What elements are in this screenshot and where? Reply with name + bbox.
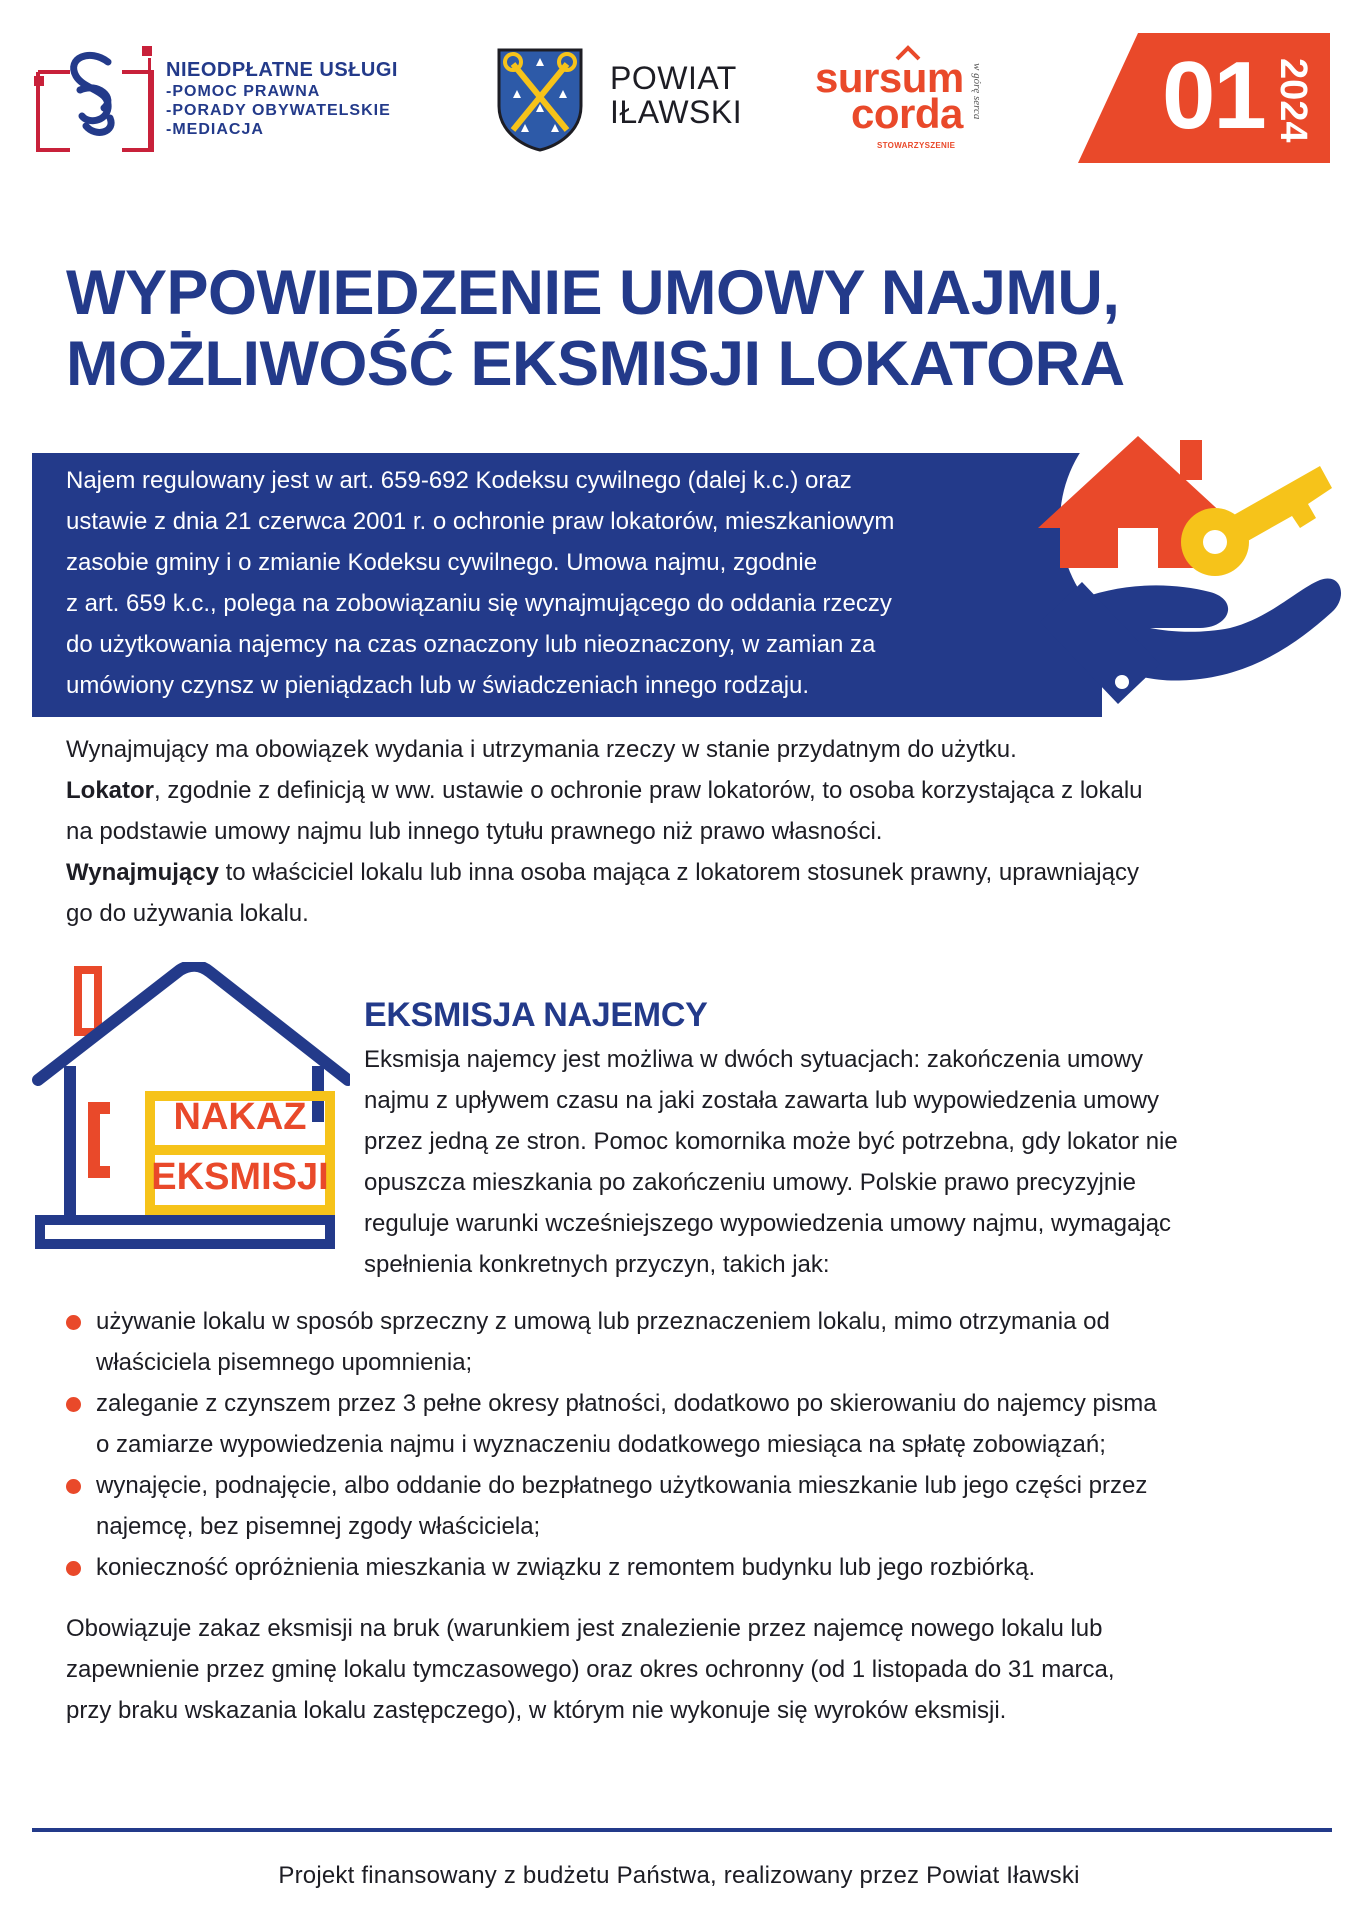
list-item-line: o zamiarze wypowiedzenia najmu i wyznaczeniu dodatkowego miesiąca na spłatę zobowiązań; <box>96 1431 1106 1458</box>
brand-line: NIEODPŁATNE USŁUGI <box>166 59 398 81</box>
intro-line: do użytkowania najemcy na czas oznaczony lub nieoznaczony, w zamian za <box>66 631 876 658</box>
definition-line: go do używania lokalu. <box>66 900 309 927</box>
intro-line: Najem regulowany jest w art. 659-692 Kodeksu cywilnego (dalej k.c.) oraz <box>66 467 852 494</box>
legal-aid-logo-icon <box>30 42 160 152</box>
sursum-word: sursum <box>815 54 964 101</box>
bullet-dot-icon <box>66 1397 81 1412</box>
bullet-dot-icon <box>66 1315 81 1330</box>
footer-note: Projekt finansowany z budżetu Państwa, realizowany przez Powiat Iławski <box>278 1862 1080 1889</box>
definition-text: , zgodnie z definicją w ww. ustawie o ochronie praw lokatorów, to osoba korzystająca z lokalu <box>154 777 1143 804</box>
intro-text <box>66 460 1041 706</box>
section-title: EKSMISJA NAJEMCY <box>364 996 708 1034</box>
list-item-line: wynajęcie, podnajęcie, albo oddanie do bezpłatnego użytkowania mieszkanie lub jego części przez <box>96 1472 1148 1499</box>
definition-line: na podstawie umowy najmu lub innego tytułu prawnego niż prawo własności. <box>66 818 883 845</box>
closing-line: Obowiązuje zakaz eksmisji na bruk (warunkiem jest znalezienie przez najemcę nowego lokalu lub <box>66 1615 1103 1642</box>
list-item-line: konieczność opróżnienia mieszkania w związku z remontem budynku lub jego rozbiórką. <box>96 1554 1036 1581</box>
sursum-corda-logo <box>815 55 985 155</box>
brand-line: -POMOC PRAWNA <box>166 83 321 100</box>
house-key-hand-icon <box>1020 432 1350 732</box>
eviction-label-line2: EKSMISJI <box>151 1156 329 1198</box>
bullet-dot-icon <box>66 1479 81 1494</box>
page-title <box>66 258 1125 399</box>
title-line: MOŻLIWOŚĆ EKSMISJI LOKATORA <box>66 328 1125 399</box>
section-line: opuszcza mieszkania po zakończeniu umowy. Polskie prawo precyzyjnie <box>364 1169 1136 1196</box>
section-text <box>364 1039 1304 1285</box>
list-item-line: właściciela pisemnego upomnienia; <box>96 1349 473 1376</box>
definition-text: to właściciel lokalu lub inna osoba mająca z lokatorem stosunek prawny, uprawniający <box>218 859 1139 886</box>
footer-divider <box>32 1828 1332 1832</box>
section-line: Eksmisja najemcy jest możliwa w dwóch sytuacjach: zakończenia umowy <box>364 1046 1143 1073</box>
definition-lokator <box>66 770 1306 811</box>
term-wynajmujacy: Wynajmujący <box>66 859 219 886</box>
bullet-dot-icon <box>66 1561 81 1576</box>
section-line: reguluje warunki wcześniejszego wypowiedzenia umowy najmu, wymagając <box>364 1210 1172 1237</box>
powiat-name <box>610 62 742 129</box>
brand-text <box>166 58 398 140</box>
sursum-subtitle: STOWARZYSZENIE <box>877 141 956 150</box>
coat-of-arms-icon <box>495 46 585 152</box>
definitions <box>66 729 1306 934</box>
definition-wynajmujacy <box>66 852 1306 893</box>
list-item-line: najemcę, bez pisemnej zgody właściciela; <box>96 1513 541 1540</box>
reasons-list <box>66 1301 1316 1588</box>
powiat-line: POWIAT <box>610 60 737 96</box>
intro-line: zasobie gminy i o zmianie Kodeksu cywilnego. Umowa najmu, zgodnie <box>66 549 818 576</box>
term-lokator: Lokator <box>66 777 155 804</box>
list-item <box>66 1465 1316 1547</box>
issue-year: 2024 <box>1272 58 1314 143</box>
list-item-line: używanie lokalu w sposób sprzeczny z umową lub przeznaczeniem lokalu, mimo otrzymania od <box>96 1308 1110 1335</box>
list-item <box>66 1301 1316 1383</box>
closing-line: zapewnienie przez gminę lokalu tymczasowego) oraz okres ochronny (od 1 listopada do 31 marca, <box>66 1656 1115 1683</box>
logo-divider <box>148 58 151 148</box>
brand-line: -MEDIACJA <box>166 121 264 139</box>
corda-word: corda <box>851 90 963 137</box>
list-item-line: zaleganie z czynszem przez 3 pełne okresy płatności, dodatkowo po skierowaniu do najemcy pisma <box>96 1390 1157 1417</box>
intro-line: umówiony czynsz w pieniądzach lub w świadczeniach innego rodzaju. <box>66 672 810 699</box>
closing-line: przy braku wskazania lokalu zastępczego), w którym nie wykonuje się wyroków eksmisji. <box>66 1697 1007 1724</box>
sursum-motto: w górę serca <box>971 63 983 120</box>
list-item <box>66 1383 1316 1465</box>
section-line: przez jedną ze stron. Pomoc komornika może być potrzebna, gdy lokator nie <box>364 1128 1178 1155</box>
intro-line: ustawie z dnia 21 czerwca 2001 r. o ochronie praw lokatorów, mieszkaniowym <box>66 508 895 535</box>
brand-line: -PORADY OBYWATELSKIE <box>166 102 391 120</box>
title-line: WYPOWIEDZENIE UMOWY NAJMU, <box>66 258 1120 328</box>
intro-line: z art. 659 k.c., polega na zobowiązaniu się wynajmującego do oddania rzeczy <box>66 590 892 617</box>
issue-number: 01 <box>1162 42 1265 149</box>
section-line: spełnienia konkretnych przyczyn, takich jak: <box>364 1251 830 1278</box>
section-line: najmu z upływem czasu na jaki została zawarta lub wypowiedzenia umowy <box>364 1087 1160 1114</box>
list-item <box>66 1547 1316 1588</box>
closing-paragraph <box>66 1608 1306 1731</box>
powiat-line: IŁAWSKI <box>610 93 743 130</box>
definition-line: Wynajmujący ma obowiązek wydania i utrzymania rzeczy w stanie przydatnym do użytku. <box>66 736 1017 763</box>
eviction-label-line1: NAKAZ <box>173 1096 307 1138</box>
